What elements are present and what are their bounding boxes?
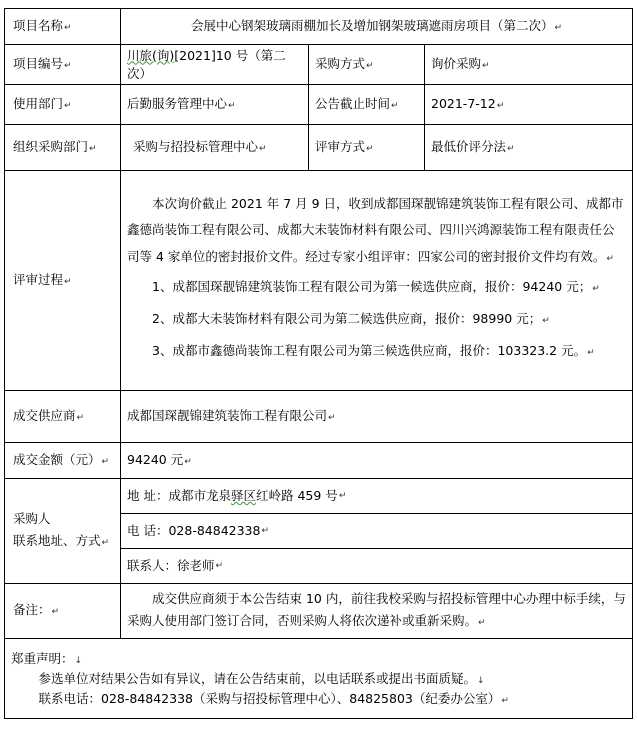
department-label: 使用部门↵ [5,85,121,125]
evaluation-paragraph: 本次询价截止 2021 年 7 月 9 日，收到成都国琛靓锦建筑装饰工程有限公司、成都市鑫德尚装饰工程有限公司、成都大未装饰材料有限公司、四川兴鸿源装饰工程有限责任公司等 4 家单位的密封报价文件。经过专家小组评审：四家公司的密封报价文件均有效。↵ [127,195,624,264]
candidate-item-2: 2、成都大未装饰材料有限公司为第二候选供应商，报价：98990 元；↵ [152,311,550,327]
row-supplier [5,391,633,443]
result-table [4,8,633,719]
row-remark [5,584,633,639]
org-dept-label: 组织采购部门↵ [5,125,121,171]
procurement-method-label: 采购方式↵ [309,45,425,85]
row-org-dept [5,125,633,171]
row-project-no [5,45,633,85]
row-declaration [5,639,633,719]
contact-address: 地 址：成都市龙泉 驿区 红岭路 459 号 ↵ [121,479,632,514]
candidate-item-3: 3、成都市鑫德尚装饰工程有限公司为第三候选供应商，报价：103323.2 元。↵ [152,343,595,359]
project-no-value: 川旅(询)[2021]10 号（第二次） [121,45,309,85]
supplier-label: 成交供应商↵ [5,391,121,443]
row-contact [5,479,633,584]
amount-label: 成交金额（元）↵ [5,443,121,479]
remark-label: 备注：↵ [5,584,121,639]
evaluation-label: 评审过程↵ [5,171,121,391]
org-dept-value: 采购与招投标管理中心↵ [121,125,309,171]
row-evaluation [5,171,633,391]
project-name-value: 会展中心钢架玻璃雨棚加长及增加钢架玻璃遮雨房项目（第二次）↵ [121,9,633,45]
declaration [5,639,633,719]
supplier-value: 成都国琛靓锦建筑装饰工程有限公司↵ [121,391,633,443]
declaration-line-1: 参选单位对结果公告如有异议，请在公告结束前，以电话联系或提出书面质疑。↓ [38,670,485,686]
eval-method-value: 最低价评分法↵ [425,125,633,171]
project-no-label: 项目编号↵ [5,45,121,85]
contact-label: 采购人 联系地址、方式↵ [5,479,121,584]
evaluation-content [121,171,633,391]
department-value: 后勤服务管理中心↵ [121,85,309,125]
row-amount [5,443,633,479]
deadline-value: 2021-7-12↵ [425,85,633,125]
deadline-label: 公告截止时间↵ [309,85,425,125]
amount-value: 94240 元↵ [121,443,633,479]
remark-value: 成交供应商须于本公告结束 10 内，前往我校采购与招投标管理中心办理中标手续，与采购人使用部门签订合同，否则采购人将依次递补或重新采购。↵ [121,584,633,639]
eval-method-label: 评审方式↵ [309,125,425,171]
contact-content [121,479,633,584]
row-project-name [5,9,633,45]
project-name-label: 项目名称↵ [5,9,121,45]
contact-person: 联系人：徐老师 ↵ [127,558,224,573]
declaration-line-2: 联系电话：028-84842338（采购与招投标管理中心）、84825803（纪委办公室）↵ [38,690,509,706]
row-department [5,85,633,125]
candidate-item-1: 1、成都国琛靓锦建筑装饰工程有限公司为第一候选供应商，报价：94240 元；↵ [152,279,600,295]
procurement-method-value: 询价采购↵ [425,45,633,85]
declaration-title: 郑重声明：↓ [11,650,83,666]
contact-phone: 电 话：028-84842338 ↵ [121,514,632,549]
announcement-document [4,8,632,743]
